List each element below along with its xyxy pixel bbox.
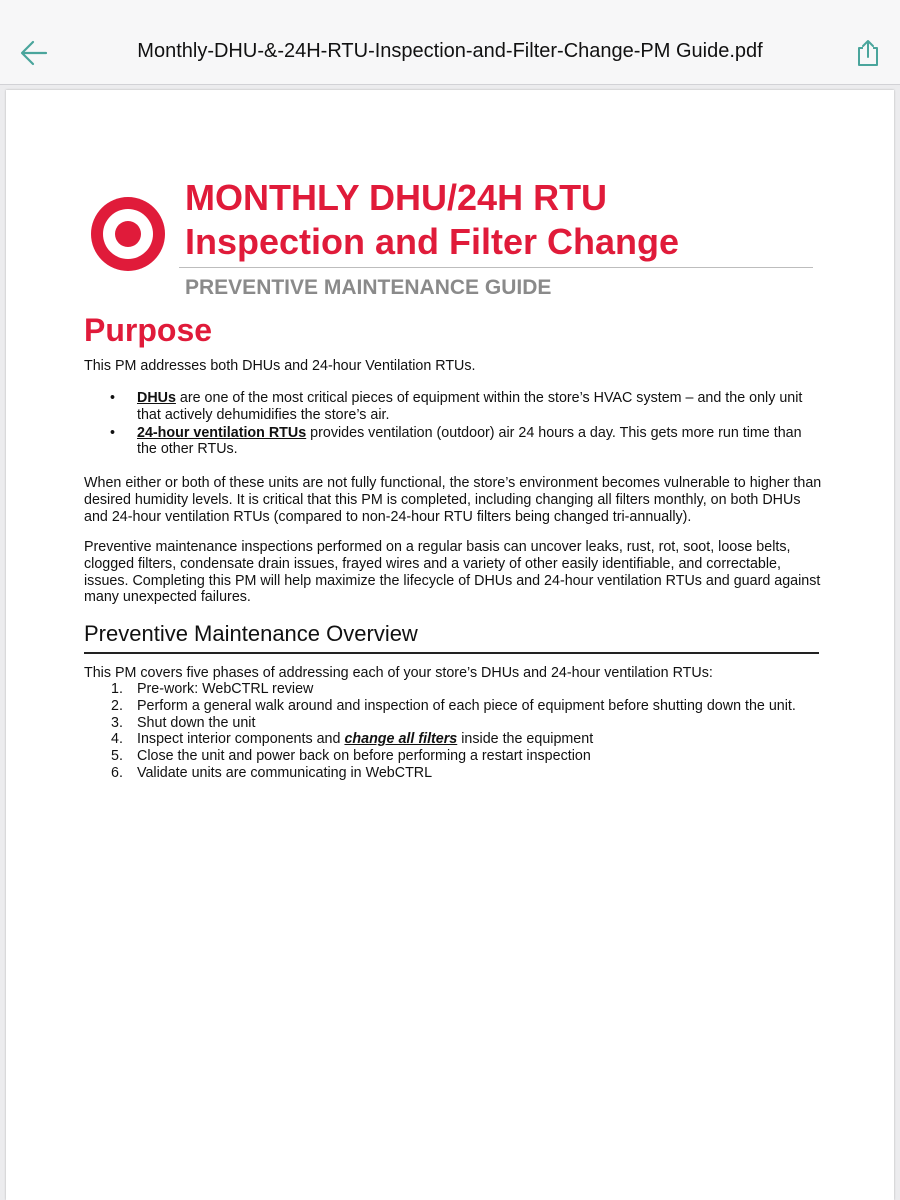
bullet-text: provides ventilation (outdoor) air 24 hours a day. This gets more run time than the other RTUs. [137,424,802,458]
share-button[interactable] [854,38,882,68]
step-emphasis: change all filters [344,731,458,748]
list-item [84,681,824,698]
step-text: Close the unit and power back on before performing a restart inspection [137,748,591,765]
purpose-paragraph-2: Preventive maintenance inspections performed on a regular basis can uncover leaks, rust, rot, soot, loose belts, clogged filters, condensate drain issues, frayed wires and a variety of other easily identifiable, and correctable, issues. Completing this PM will help maximize the lifecycle of DHUs and 24-hour ventilation RTUs and guard against many unexpected failures. [84,539,821,606]
bullet-term: 24-hour ventilation RTUs [137,424,307,441]
step-text: Shut down the unit [137,714,256,731]
title-line-1: MONTHLY DHU/24H RTU [185,177,608,218]
back-button[interactable] [18,38,50,68]
step-text: Pre-work: WebCTRL review [137,681,314,697]
document-subtitle: PREVENTIVE MAINTENANCE GUIDE [185,276,552,299]
title-line-2: Inspection and Filter Change [185,221,680,262]
pdf-page[interactable] [6,90,894,1200]
step-number: 4. [111,731,123,748]
list-item [84,715,824,732]
document-heading [185,176,679,264]
overview-intro: This PM covers five phases of addressing each of your store’s DHUs and 24-hour ventilation RTUs: [84,665,713,681]
step-number: 6. [111,764,123,781]
overview-divider [84,652,819,654]
purpose-paragraph-1: When either or both of these units are not fully functional, the store’s environment becomes vulnerable to higher than desired humidity levels. It is critical that this PM is completed, including changing all filters monthly, on both DHUs and 24-hour ventilation RTUs (compared to non-24-hour RTU filters being changed tri-annually). [84,475,822,525]
list-item [84,765,824,782]
bullet-term: DHUs [137,390,176,406]
step-number: 3. [111,714,123,731]
purpose-intro: This PM addresses both DHUs and 24-hour Ventilation RTUs. [84,358,476,374]
document-title: Monthly-DHU-&-24H-RTU-Inspection-and-Filter-Change-PM Guide.pdf [137,40,763,62]
purpose-bullets [84,390,824,459]
bullseye-logo [90,196,166,277]
step-text: Perform a general walk around and inspection of each piece of equipment before shutting down the unit. [137,697,796,714]
purpose-heading: Purpose [84,312,213,348]
list-item [84,748,824,765]
step-text-pre: Inspect interior components and [137,731,345,748]
viewer-toolbar [0,0,900,85]
bullet-icon: • [110,424,116,441]
step-text: Validate units are communicating in WebCTRL [137,764,433,781]
list-item [84,698,824,715]
bullet-icon: • [110,390,116,406]
step-number: 5. [111,748,123,765]
overview-steps [84,681,824,782]
overview-heading: Preventive Maintenance Overview [84,621,418,646]
bullet-text: are one of the most critical pieces of equipment within the store’s HVAC system – and the only unit that actively dehumidifies the store’s air. [137,390,803,423]
list-item [84,425,824,459]
step-number: 1. [111,681,123,697]
share-icon [854,38,882,68]
title-divider [179,267,813,268]
list-item [84,390,824,424]
step-text-post: inside the equipment [457,731,594,748]
step-number: 2. [111,697,123,714]
list-item [84,731,824,748]
arrow-left-icon [18,38,50,68]
